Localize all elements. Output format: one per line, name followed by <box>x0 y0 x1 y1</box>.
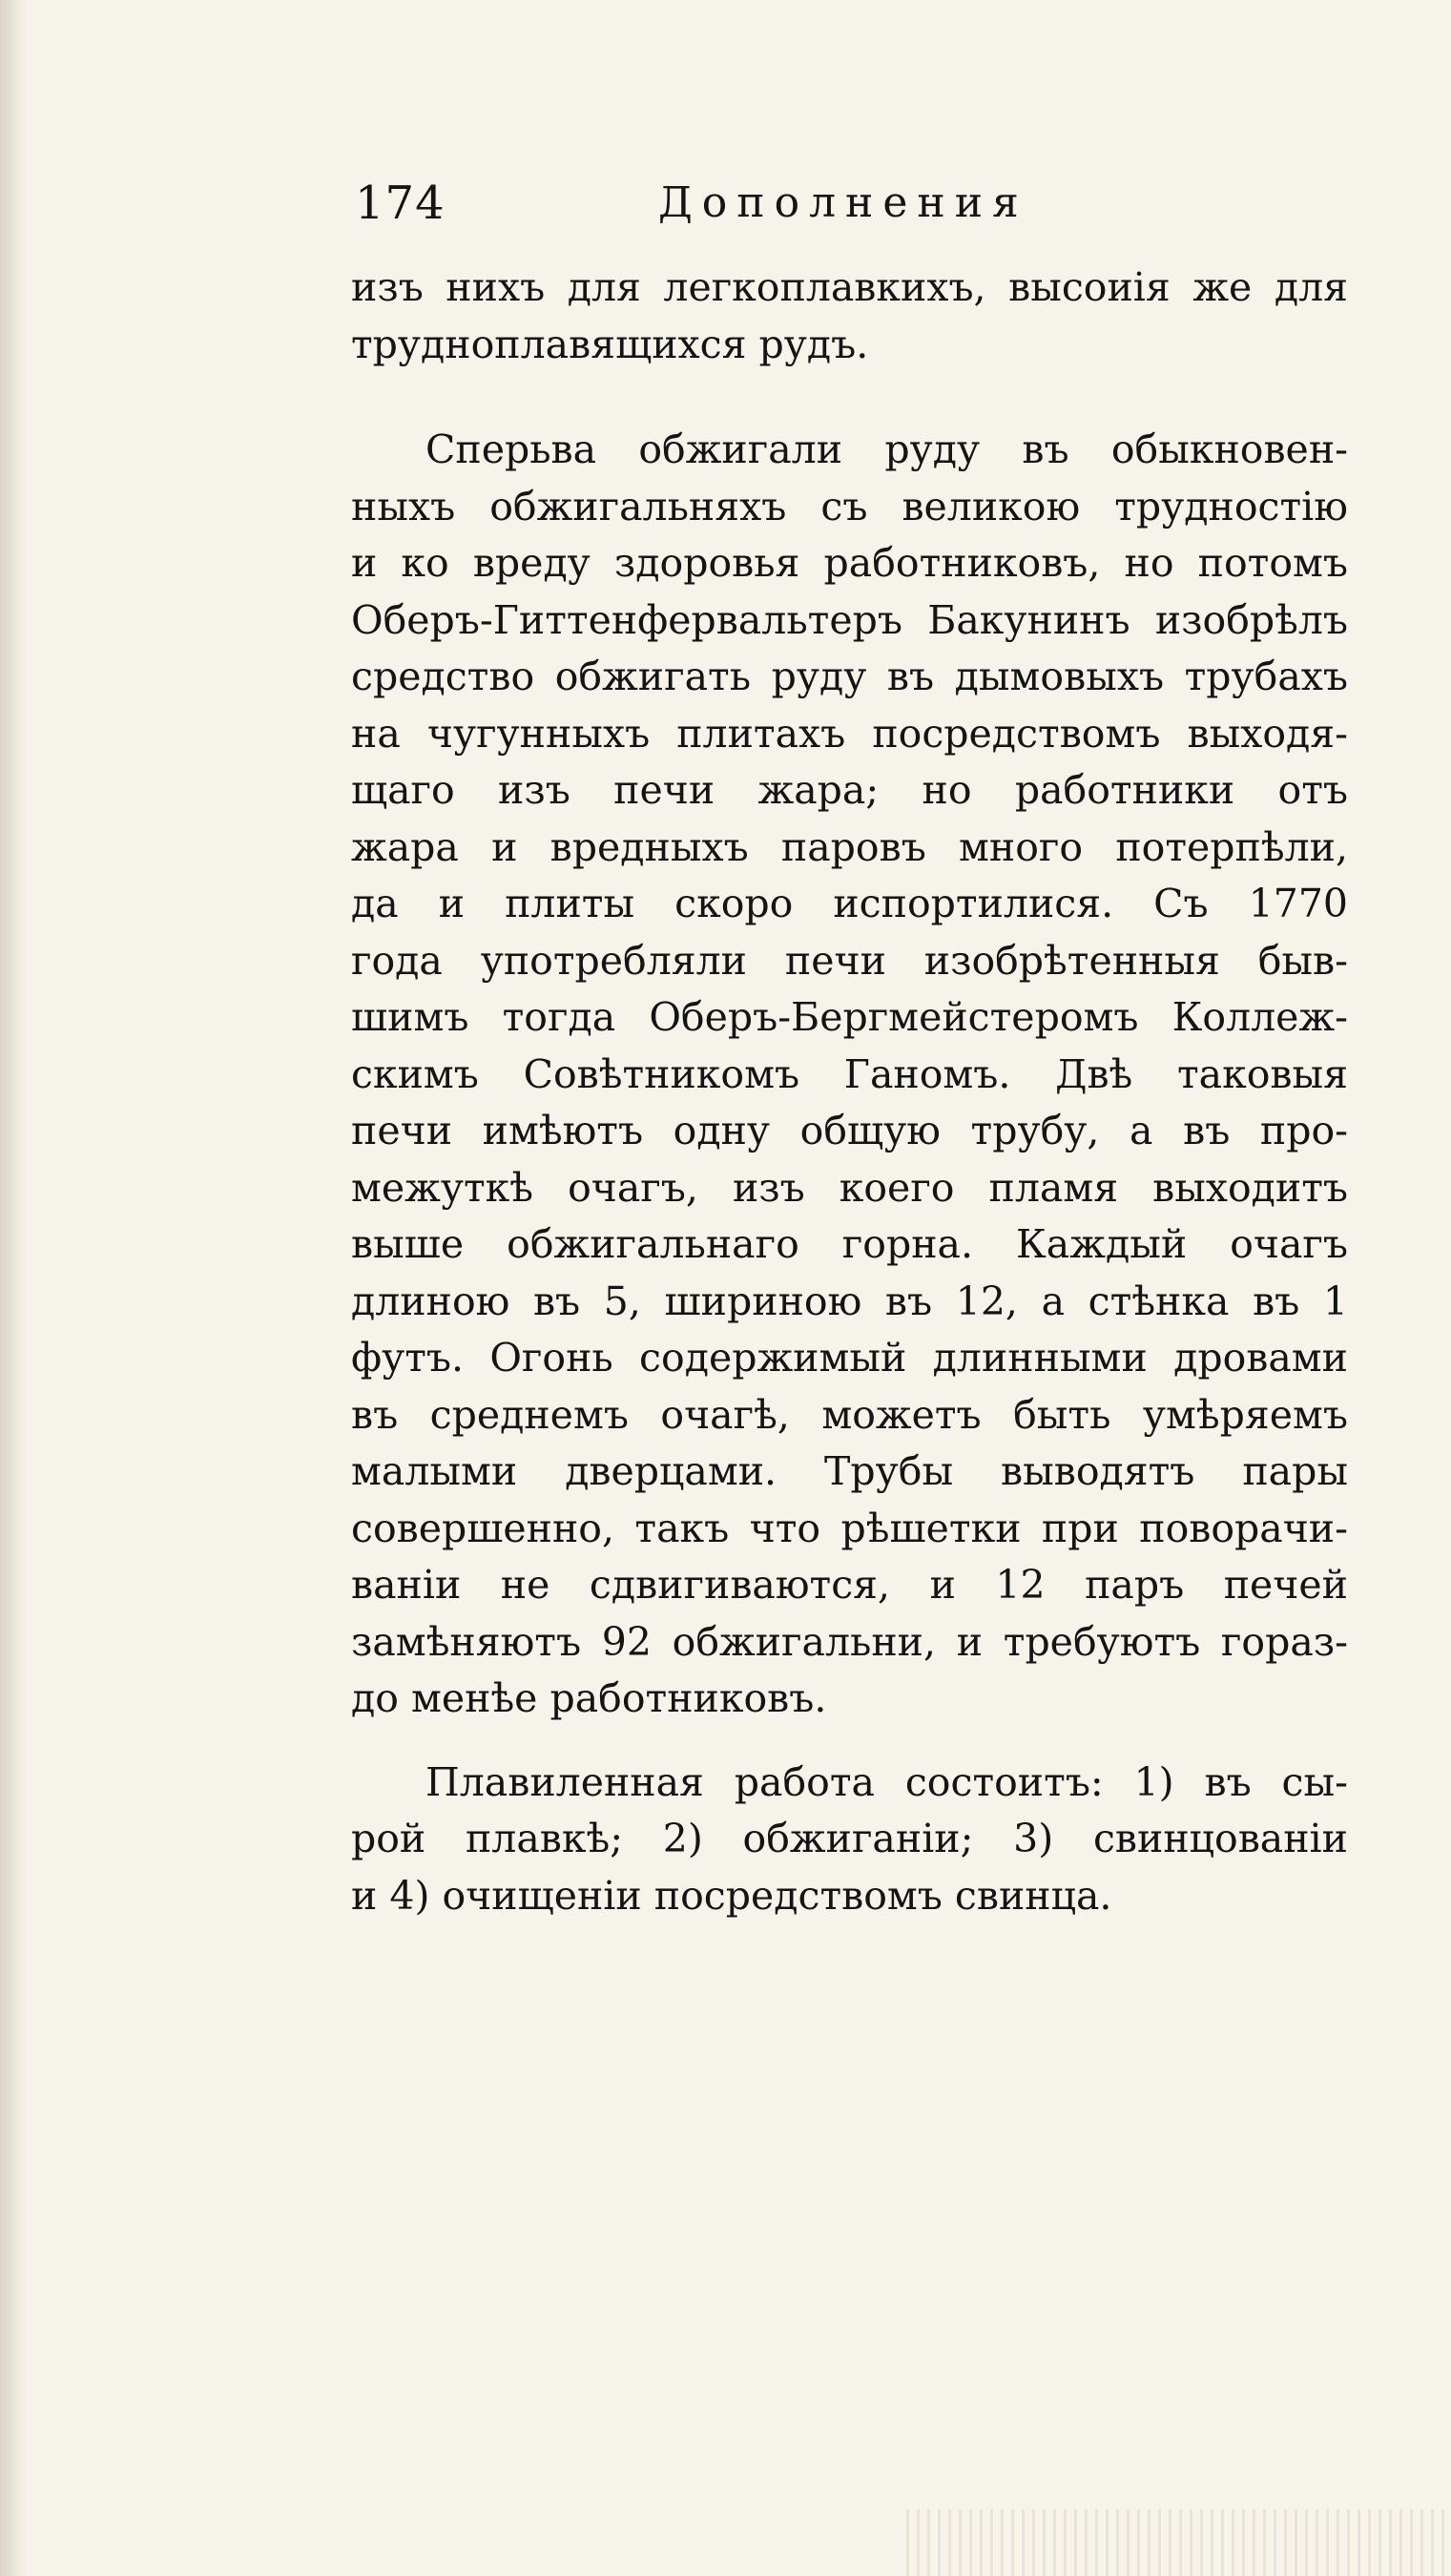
text-line: рой плавкѣ; 2) обжиганіи; 3) свинцованіи <box>351 1816 1348 1861</box>
text-line: выше обжигальнаго горна. Каждый очагъ <box>351 1221 1348 1267</box>
text-line: скимъ Совѣтникомъ Ганомъ. Двѣ таковыя <box>351 1050 1348 1097</box>
text-line: на чугунныхъ плитахъ посредствомъ выходя- <box>351 710 1348 757</box>
text-line: да и плиты скоро испортилися. Съ 1770 <box>351 881 1348 926</box>
text-line: до менѣе работниковъ. <box>351 1675 827 1721</box>
text-line: ныхъ обжигальняхъ съ великою трудностію <box>351 483 1348 530</box>
page-edge-shadow <box>0 0 27 2576</box>
body-text <box>351 260 1348 1924</box>
page-header <box>355 170 1061 237</box>
text-line: межуткѣ очагъ, изъ коего пламя выходитъ <box>351 1164 1348 1211</box>
paragraph <box>351 1755 1348 1925</box>
page-number: 174 <box>355 177 446 230</box>
text-line: длиною въ 5, шириною въ 12, а стѣнка въ 1 <box>351 1278 1348 1324</box>
text-line: трудноплавящихся рудъ. <box>351 321 869 367</box>
text-line: жара и вредныхъ паровъ много потерпѣли, <box>351 823 1348 870</box>
text-line: Плавиленная работа состоитъ: 1) въ сы- <box>425 1758 1348 1805</box>
text-line: Оберъ-Гиттенфервальтеръ Бакунинъ изобрѣлъ <box>351 596 1348 643</box>
text-line: года употребляли печи изобрѣтенныя быв- <box>351 937 1348 984</box>
text-line: щаго изъ печи жара; но работники отъ <box>351 767 1348 813</box>
text-line: средство обжигать руду въ дымовыхъ трубахъ <box>351 654 1348 699</box>
text-line: футъ. Огонь содержимый длинными дровами <box>351 1335 1348 1381</box>
running-head: Дополнения <box>658 178 1028 227</box>
page-bottom-wear <box>906 2509 1451 2576</box>
text-line: и 4) очищеніи посредствомъ свинца. <box>351 1872 1112 1919</box>
paragraph <box>351 422 1348 1728</box>
text-line: печи имѣютъ одну общую трубу, а въ про- <box>351 1108 1348 1153</box>
text-line: въ среднемъ очагѣ, можетъ быть умѣряемъ <box>351 1391 1348 1438</box>
text-line: ваніи не сдвигиваются, и 12 паръ печей <box>351 1562 1348 1608</box>
text-line: малыми дверцами. Трубы выводятъ пары <box>351 1448 1348 1494</box>
text-line: Сперьва обжигали руду въ обыкновен- <box>425 426 1348 472</box>
text-line: совершенно, такъ что рѣшетки при поворачи- <box>351 1505 1348 1551</box>
text-line: шимъ тогда Оберъ-Бергмейстеромъ Коллеж- <box>351 994 1348 1040</box>
text-line: замѣняютъ 92 обжигальни, и требуютъ гораз- <box>351 1618 1348 1665</box>
paragraph <box>351 260 1348 373</box>
text-line: и ко вреду здоровья работниковъ, но потомъ <box>351 540 1348 586</box>
text-line: изъ нихъ для легкоплавкихъ, высоиія же для <box>351 264 1348 310</box>
